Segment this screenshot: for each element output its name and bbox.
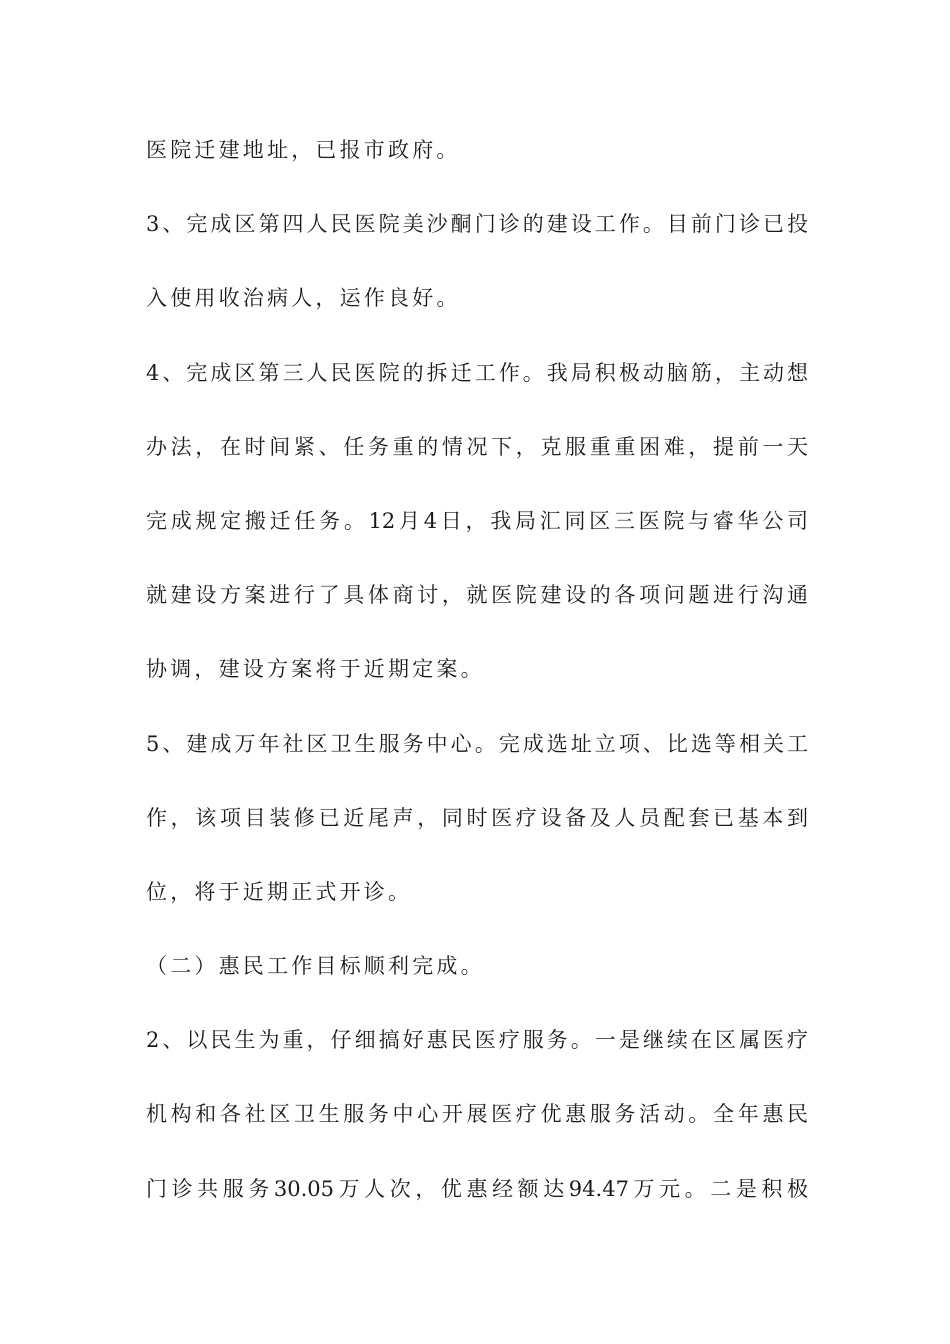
document-line: 协调，建设方案将于近期定案。 [146,657,485,682]
document-line: （二）惠民工作目标顺利完成。 [146,954,485,979]
document-line: 5、建成万年社区卫生服务中心。完成选址立项、比选等相关工 [146,731,808,756]
document-line: 入使用收治病人，运作良好。 [146,286,461,311]
document-line: 作，该项目装修已近尾声，同时医疗设备及人员配套已基本到 [146,805,808,830]
document-line: 3、完成区第四人民医院美沙酮门诊的建设工作。目前门诊已投 [146,212,808,237]
document-line: 办法，在时间紧、任务重的情况下，克服重重困难，提前一天 [146,434,808,459]
document-line: 位，将于近期正式开诊。 [146,879,413,904]
document-line: 完成规定搬迁任务。12月4日，我局汇同区三医院与睿华公司 [146,508,808,533]
document-body [146,132,808,1208]
document-line: 4、完成区第三人民医院的拆迁工作。我局积极动脑筋，主动想 [146,360,808,385]
document-line: 2、以民生为重，仔细搞好惠民医疗服务。一是继续在区属医疗 [146,1028,808,1053]
document-line: 门诊共服务30.05万人次，优惠经额达94.47万元。二是积极 [146,1176,808,1201]
document-line: 机构和各社区卫生服务中心开展医疗优惠服务活动。全年惠民 [146,1102,808,1127]
document-line: 就建设方案进行了具体商讨，就医院建设的各项问题进行沟通 [146,583,808,608]
document-line: 医院迁建地址，已报市政府。 [146,138,461,162]
